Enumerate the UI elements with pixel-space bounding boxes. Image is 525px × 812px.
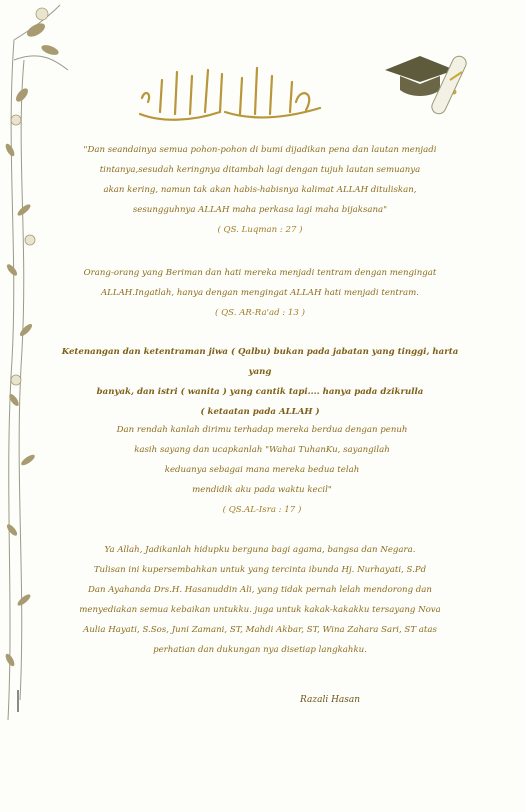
bismillah-calligraphy xyxy=(130,62,330,132)
quote-line: sesungguhnya ALLAH maha perkasa lagi maha bijaksana" xyxy=(132,205,388,215)
quote-line: mendidik aku pada waktu kecil" xyxy=(192,485,332,495)
dedication-line: menyediakan semua kebaikan untukku. juga untuk kakak-kakakku tersayang Nova xyxy=(79,605,441,615)
dedication-line: Tulisan ini kupersembahkan untuk yang tercinta ibunda Hj. Nurhayati, S.Pd xyxy=(93,565,427,575)
quote-citation: ( QS. Luqman : 27 ) xyxy=(217,225,303,235)
quote-qs-luqman xyxy=(60,140,460,240)
quote-line: tintanya,sesudah keringnya ditambah lagi dengan tujuh lautan semuanya xyxy=(99,165,421,175)
quote-citation: ( QS.AL-Isra : 17 ) xyxy=(222,505,302,515)
quote-line: "Dan seandainya semua pohon-pohon di bumi dijadikan pena dan lautan menjadi xyxy=(83,145,437,155)
dedication-line: perhatian dan dukungan nya disetiap langkahku. xyxy=(153,645,367,655)
quote-line: Dan rendah kanlah dirimu terhadap mereka berdua dengan penuh xyxy=(116,425,408,435)
quote-citation: ( QS. AR-Ra'ad : 13 ) xyxy=(215,308,305,318)
dedication-line: Dan Ayahanda Drs.H. Hasanuddin Ali, yang tidak pernah lelah mendorong dan xyxy=(88,585,432,595)
signature: Razali Hasan xyxy=(300,695,361,705)
quote-line: akan kering, namun tak akan habis-habisnya kalimat ALLAH dituliskan, xyxy=(103,185,417,195)
quote-line: keduanya sebagai mana mereka bedua telah xyxy=(164,465,360,475)
quote-line: ( ketaatan pada ALLAH ) xyxy=(200,407,320,417)
quote-line: banyak, dan istri ( wanita ) yang cantik tapi.... hanya pada dzikrulla xyxy=(96,387,424,397)
quote-line: Ketenangan dan ketentraman jiwa ( Qalbu) bukan pada jabatan yang tinggi, harta yang xyxy=(61,347,459,377)
quote-line: kasih sayang dan ucapkanlah "Wahai TuhanKu, sayangilah xyxy=(134,445,390,455)
page-edge-mark xyxy=(17,690,19,712)
quote-qs-arraad xyxy=(60,263,460,323)
quote-line: ALLAH.Ingatlah, hanya dengan mengingat ALLAH hati menjadi tentram. xyxy=(100,288,420,298)
dedication-line: Aulia Hayati, S.Sos, Juni Zamani, ST, Mahdi Akbar, ST, Wina Zahara Sari, ST atas xyxy=(83,625,437,635)
dedication-line: Ya Allah, Jadikanlah hidupku berguna bagi agama, bangsa dan Negara. xyxy=(104,545,416,555)
quote-ketenangan xyxy=(60,342,460,422)
quote-qs-alisra xyxy=(82,420,442,520)
dedication-text xyxy=(60,540,460,660)
quote-line: Orang-orang yang Beriman dan hati mereka menjadi tentram dengan mengingat xyxy=(83,268,437,278)
graduation-cap-icon xyxy=(380,42,490,122)
